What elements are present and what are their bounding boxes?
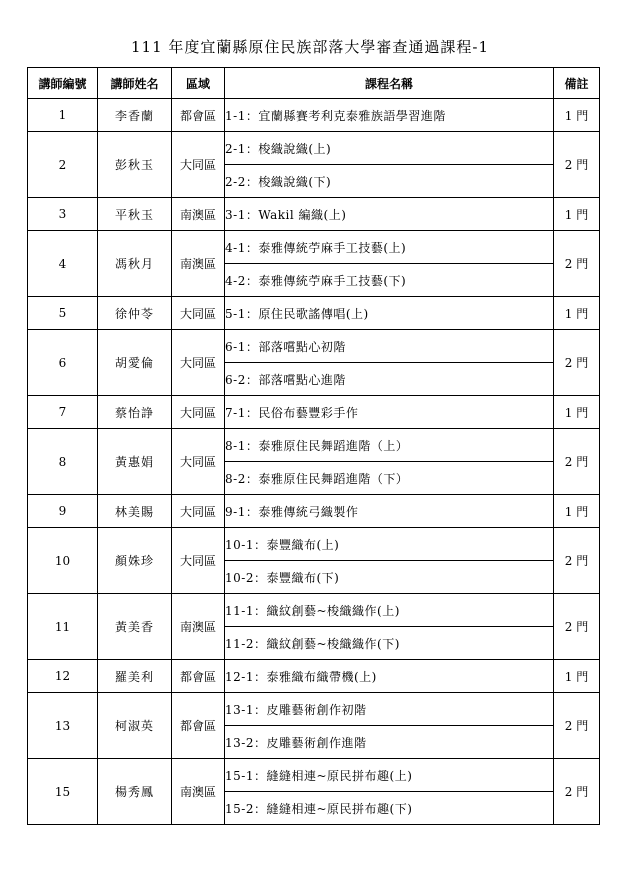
area-cell: 大同區 [172,330,225,396]
note-cell: 2 門 [554,231,600,297]
table-row [28,99,600,132]
course-name-cell: 8-2：泰雅原住民舞蹈進階（下） [225,462,554,495]
area-cell: 南澳區 [172,198,225,231]
instructor-id-cell: 15 [28,759,98,825]
instructor-id-cell: 2 [28,132,98,198]
instructor-id-cell: 11 [28,594,98,660]
course-name-cell: 4-2：泰雅傳統苧麻手工技藝(下) [225,264,554,297]
course-name-cell: 11-2：織紋創藝~梭織織作(下) [225,627,554,660]
course-name-cell: 1-1：宜蘭縣賽考利克泰雅族語學習進階 [225,99,554,132]
instructor-name-cell: 蔡怡諍 [98,396,172,429]
table-header-row [28,68,600,99]
note-cell: 2 門 [554,429,600,495]
course-name-cell: 4-1：泰雅傳統苧麻手工技藝(上) [225,231,554,264]
area-cell: 大同區 [172,429,225,495]
header-instructor-name: 講師姓名 [98,68,172,99]
instructor-name-cell: 平秋玉 [98,198,172,231]
course-name-cell: 15-1：縫縫相連~原民拼布趣(上) [225,759,554,792]
area-cell: 都會區 [172,660,225,693]
table-row [28,429,600,462]
document-title: 111 年度宜蘭縣原住民族部落大學審查通過課程-1 [130,38,489,56]
table-row [28,231,600,264]
area-cell: 大同區 [172,297,225,330]
instructor-name-cell: 李香蘭 [98,99,172,132]
table-row [28,594,600,627]
instructor-name-cell: 彭秋玉 [98,132,172,198]
table-row [28,330,600,363]
instructor-id-cell: 8 [28,429,98,495]
note-cell: 2 門 [554,528,600,594]
area-cell: 大同區 [172,495,225,528]
area-cell: 南澳區 [172,759,225,825]
header-area: 區域 [172,68,225,99]
instructor-id-cell: 7 [28,396,98,429]
area-cell: 大同區 [172,528,225,594]
course-name-cell: 7-1：民俗布藝豐彩手作 [225,396,554,429]
area-cell: 南澳區 [172,231,225,297]
note-cell: 1 門 [554,495,600,528]
instructor-id-cell: 12 [28,660,98,693]
course-name-cell: 6-1：部落嚐點心初階 [225,330,554,363]
instructor-id-cell: 3 [28,198,98,231]
course-name-cell: 10-2：泰豐織布(下) [225,561,554,594]
note-cell: 1 門 [554,297,600,330]
area-cell: 南澳區 [172,594,225,660]
instructor-id-cell: 13 [28,693,98,759]
area-cell: 都會區 [172,693,225,759]
table-row [28,198,600,231]
table-row [28,660,600,693]
course-name-cell: 9-1：泰雅傳統弓織製作 [225,495,554,528]
table-row [28,693,600,726]
note-cell: 2 門 [554,132,600,198]
course-name-cell: 5-1：原住民歌謠傳唱(上) [225,297,554,330]
course-name-cell: 15-2：縫縫相連~原民拼布趣(下) [225,792,554,825]
course-name-cell: 11-1：織紋創藝~梭織織作(上) [225,594,554,627]
table-row [28,297,600,330]
course-name-cell: 3-1：Wakil 編織(上) [225,198,554,231]
header-instructor-id: 講師編號 [28,68,98,99]
instructor-id-cell: 10 [28,528,98,594]
course-name-cell: 2-1：梭織說織(上) [225,132,554,165]
area-cell: 都會區 [172,99,225,132]
instructor-name-cell: 胡愛倫 [98,330,172,396]
table-row [28,132,600,165]
instructor-name-cell: 徐仲苓 [98,297,172,330]
instructor-id-cell: 5 [28,297,98,330]
table-row [28,495,600,528]
instructor-id-cell: 9 [28,495,98,528]
header-note: 備註 [554,68,600,99]
course-name-cell: 12-1：泰雅織布織帶機(上) [225,660,554,693]
area-cell: 大同區 [172,396,225,429]
course-name-cell: 13-2：皮雕藝術創作進階 [225,726,554,759]
note-cell: 1 門 [554,198,600,231]
instructor-name-cell: 楊秀鳳 [98,759,172,825]
course-name-cell: 8-1：泰雅原住民舞蹈進階（上） [225,429,554,462]
table-row [28,759,600,792]
header-course-name: 課程名稱 [225,68,554,99]
table-row [28,528,600,561]
instructor-id-cell: 6 [28,330,98,396]
instructor-name-cell: 羅美利 [98,660,172,693]
table-row [28,396,600,429]
note-cell: 2 門 [554,594,600,660]
instructor-name-cell: 馮秋月 [98,231,172,297]
course-name-cell: 10-1：泰豐織布(上) [225,528,554,561]
note-cell: 1 門 [554,99,600,132]
note-cell: 1 門 [554,396,600,429]
course-table [27,67,600,825]
instructor-name-cell: 顏姝珍 [98,528,172,594]
course-name-cell: 13-1：皮雕藝術創作初階 [225,693,554,726]
instructor-name-cell: 黃惠娟 [98,429,172,495]
table-body [28,99,600,825]
course-name-cell: 6-2：部落嚐點心進階 [225,363,554,396]
course-name-cell: 2-2：梭織說織(下) [225,165,554,198]
instructor-name-cell: 柯淑英 [98,693,172,759]
note-cell: 1 門 [554,660,600,693]
instructor-name-cell: 林美賜 [98,495,172,528]
instructor-id-cell: 4 [28,231,98,297]
note-cell: 2 門 [554,330,600,396]
note-cell: 2 門 [554,693,600,759]
area-cell: 大同區 [172,132,225,198]
instructor-name-cell: 黃美香 [98,594,172,660]
note-cell: 2 門 [554,759,600,825]
instructor-id-cell: 1 [28,99,98,132]
